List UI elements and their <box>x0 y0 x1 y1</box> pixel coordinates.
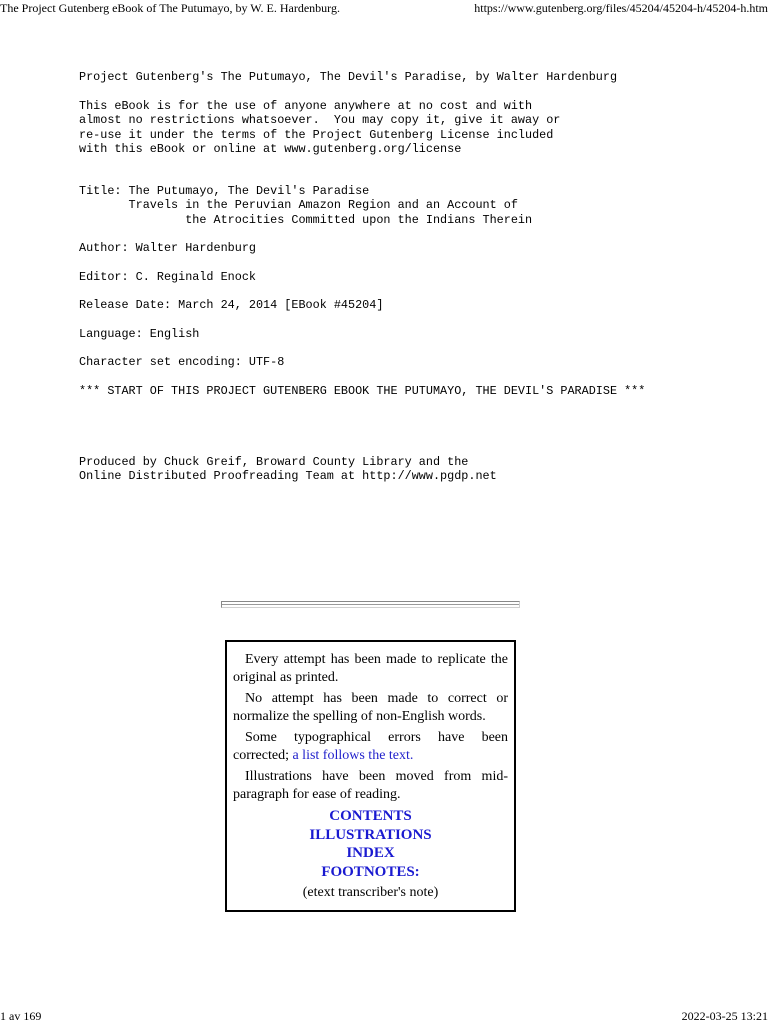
produced-by-line: Produced by Chuck Greif, Broward County Library and the <box>79 455 469 469</box>
print-header-url: https://www.gutenberg.org/files/45204/45204-h/45204-h.htm <box>474 1 768 15</box>
license-line: with this eBook or online at www.gutenberg.org/license <box>79 141 462 156</box>
license-line: almost no restrictions whatsoever. You may copy it, give it away or <box>79 113 561 128</box>
note-paragraph: Every attempt has been made to replicate the original as printed. <box>233 652 508 685</box>
title-block <box>79 184 532 227</box>
license-block <box>79 99 560 156</box>
transcriber-note-caption: (etext transcriber's note) <box>302 885 439 900</box>
note-paragraph-text: Some typographical errors have been corrected; <box>233 730 508 763</box>
index-link[interactable]: INDEX <box>346 845 395 861</box>
illustrations-link[interactable]: ILLUSTRATIONS <box>309 826 432 843</box>
title-line: the Atrocities Committed upon the Indians Therein <box>79 212 533 227</box>
produced-by-block <box>79 455 497 484</box>
start-marker-line: *** START OF THIS PROJECT GUTENBERG EBOOK THE PUTUMAYO, THE DEVIL'S PARADISE *** <box>79 384 646 398</box>
print-header-title: The Project Gutenberg eBook of The Putumayo, by W. E. Hardenburg. <box>0 1 340 15</box>
footnotes-link[interactable]: FOOTNOTES: <box>321 863 420 880</box>
release-date-line: Release Date: March 24, 2014 [EBook #45204] <box>79 298 384 312</box>
encoding-line: Character set encoding: UTF-8 <box>79 355 285 369</box>
horizontal-rule <box>221 601 520 608</box>
license-line: This eBook is for the use of anyone anywhere at no cost and with <box>79 99 533 113</box>
note-paragraph: Illustrations have been moved from mid-paragraph for ease of reading. <box>233 769 508 802</box>
note-paragraph: No attempt has been made to correct or normalize the spelling of non-English words. <box>233 691 508 724</box>
errata-link[interactable]: a list follows the text. <box>292 748 414 763</box>
print-footer-page: 1 av 169 <box>0 1009 42 1023</box>
print-footer-datetime: 2022-03-25 13:21 <box>681 1009 768 1023</box>
license-line: re-use it under the terms of the Project Gutenberg License included <box>79 127 554 142</box>
language-line: Language: English <box>79 327 200 341</box>
note-paragraph <box>233 729 508 765</box>
editor-line: Editor: C. Reginald Enock <box>79 270 256 284</box>
author-line: Author: Walter Hardenburg <box>79 241 256 255</box>
producer-line: Project Gutenberg's The Putumayo, The Devil's Paradise, by Walter Hardenburg <box>79 70 618 84</box>
transcriber-note-box <box>225 640 516 912</box>
produced-by-line: Online Distributed Proofreading Team at http://www.pgdp.net <box>79 469 497 484</box>
title-line: Travels in the Peruvian Amazon Region and an Account of <box>79 198 518 213</box>
title-line: Title: The Putumayo, The Devil's Paradise <box>79 184 370 198</box>
contents-link[interactable]: CONTENTS <box>329 808 412 824</box>
